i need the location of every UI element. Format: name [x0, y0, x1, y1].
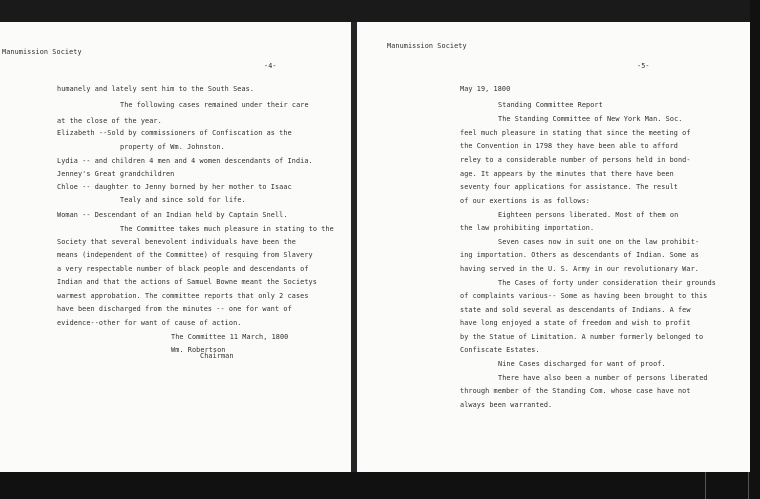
left-line: have been discharged from the minutes -- one for want of: [57, 305, 292, 313]
left-line: at the close of the year.: [57, 117, 162, 125]
left-line: Woman -- Descendant of an Indian held by Captain Snell.: [57, 211, 288, 219]
right-line: age. It appears by the minutes that there have been: [460, 170, 674, 178]
right-line: The Standing Committee of New York Man. Soc.: [498, 115, 683, 123]
left-line: Elizabeth --Sold by commissioners of Confiscation as the: [57, 129, 292, 137]
left-line: a very respectable number of black people and descendants of: [57, 265, 309, 273]
right-line: the law prohibiting importation.: [460, 224, 595, 232]
left-line: Jenney's Great grandchildren: [57, 170, 175, 178]
right-line: The Cases of forty under consideration their grounds: [498, 279, 716, 287]
right-line: reley to a considerable number of persons held in bond-: [460, 156, 691, 164]
right-line: the Convention in 1798 they have been able to afford: [460, 142, 678, 150]
right-line: There have also been a number of persons liberated: [498, 374, 708, 382]
left-line: means (independent of the Committee) of resquing from Slavery: [57, 251, 313, 259]
right-line: feel much pleasure in stating that since the meeting of: [460, 129, 691, 137]
left-signature-date: The Committee 11 March, 1800: [171, 333, 289, 341]
right-line: seventy four applications for assistance. The result: [460, 183, 678, 191]
right-line: of complaints various-- Some as having been brought to this: [460, 292, 708, 300]
right-line: Confiscate Estates.: [460, 346, 540, 354]
right-page: [357, 22, 750, 472]
left-line: property of Wm. Johnston.: [120, 143, 225, 151]
right-line: Seven cases now in suit one on the law prohibit-: [498, 238, 700, 246]
scan-border-right: [750, 0, 760, 499]
left-line: warmest approbation. The committee reports that only 2 cases: [57, 292, 309, 300]
left-line: Chloe -- daughter to Jenny borned by her mother to Isaac: [57, 183, 292, 191]
left-signature-title: Chairman: [200, 352, 234, 360]
left-line: humanely and lately sent him to the South Seas.: [57, 85, 255, 93]
left-page-header: Manumission Society: [2, 48, 82, 56]
right-line: having served in the U. S. Army in our revolutionary War.: [460, 265, 699, 273]
scan-scratch: [748, 472, 749, 499]
right-line: Eighteen persons liberated. Most of them on: [498, 211, 679, 219]
right-page-header: Manumission Society: [387, 42, 467, 50]
right-line: have long enjoyed a state of freedom and wish to profit: [460, 319, 691, 327]
right-line: through member of the Standing Com. whose case have not: [460, 387, 691, 395]
right-line: May 19, 1800: [460, 85, 511, 93]
left-page-number: -4-: [264, 62, 277, 70]
left-line: Indian and that the actions of Samuel Bowne meant the Societys: [57, 278, 317, 286]
left-line: Lydia -- and children 4 men and 4 women descendants of India.: [57, 157, 313, 165]
right-line: state and sold several as descendants of Indians. A few: [460, 306, 691, 314]
left-line: Society that several benevolent individuals have been the: [57, 238, 296, 246]
right-line: Standing Committee Report: [498, 101, 603, 109]
left-line: Tealy and since sold for life.: [120, 196, 246, 204]
right-page-number: -5-: [637, 62, 650, 70]
left-line: The following cases remained under their care: [120, 101, 309, 109]
left-signature-name: Wm. Robertson: [171, 346, 226, 354]
right-line: ing importation. Others as descendants of Indian. Some as: [460, 251, 699, 259]
right-line: of our exertions is as follows:: [460, 197, 590, 205]
scan-scratch: [705, 472, 706, 499]
right-line: by the Statue of Limitation. A number formerly belonged to: [460, 333, 704, 341]
left-line: The Committee takes much pleasure in stating to the: [120, 225, 334, 233]
right-line: always been warranted.: [460, 401, 553, 409]
left-line: evidence--other for want of cause of action.: [57, 319, 242, 327]
right-line: Nine Cases discharged for want of proof.: [498, 360, 666, 368]
scan-border-bottom: [0, 472, 760, 499]
left-page: [0, 22, 351, 472]
